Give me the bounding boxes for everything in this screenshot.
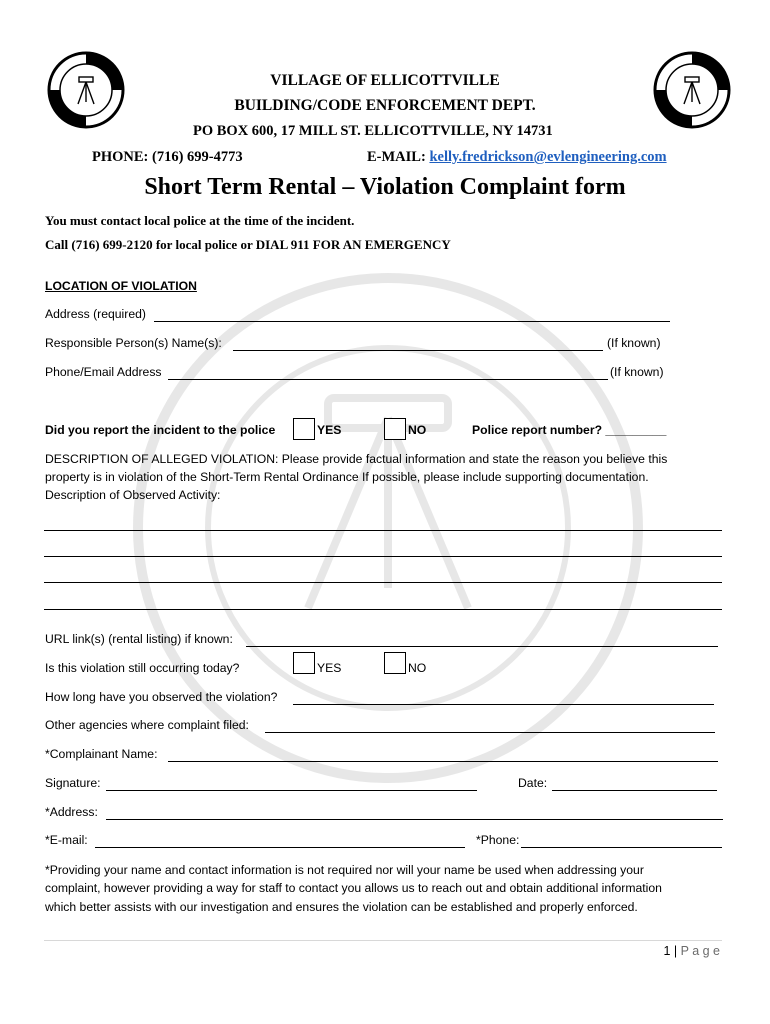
emergency-notice: Call (716) 699-2120 for local police or DIAL 911 FOR AN EMERGENCY bbox=[45, 237, 451, 252]
reported-no-label: NO bbox=[408, 423, 427, 437]
description-field-line3[interactable] bbox=[44, 582, 722, 583]
police-notice: You must contact local police at the time of the incident. bbox=[45, 213, 355, 228]
reported-no-checkbox[interactable] bbox=[384, 418, 406, 440]
reported-yes-label: YES bbox=[317, 423, 342, 437]
header-phone: PHONE: (716) 699-4773 bbox=[92, 149, 243, 165]
page-separator: | bbox=[673, 944, 678, 958]
description-field-line2[interactable] bbox=[44, 556, 722, 557]
complainant-address-label: *Address: bbox=[45, 805, 98, 819]
address-field[interactable] bbox=[154, 307, 670, 322]
still-occurring-yes-checkbox[interactable] bbox=[293, 652, 315, 674]
complainant-name-field[interactable] bbox=[168, 747, 718, 762]
phone-email-field[interactable] bbox=[168, 365, 608, 380]
complainant-name-label: *Complainant Name: bbox=[45, 747, 158, 761]
still-occurring-label: Is this violation still occurring today? bbox=[45, 661, 240, 675]
address-label: Address (required) bbox=[45, 307, 146, 321]
disclaimer-line3: which better assists with our investigation and ensures the violation can be established and properly enforced. bbox=[45, 900, 638, 914]
complainant-phone-label: *Phone: bbox=[476, 833, 520, 847]
url-label: URL link(s) (rental listing) if known: bbox=[45, 632, 233, 646]
header-title-line2: BUILDING/CODE ENFORCEMENT DEPT. bbox=[234, 97, 536, 114]
other-agencies-label: Other agencies where complaint filed: bbox=[45, 718, 249, 732]
signature-field[interactable] bbox=[106, 776, 477, 791]
complainant-address-field[interactable] bbox=[106, 805, 723, 820]
responsible-label: Responsible Person(s) Name(s): bbox=[45, 336, 222, 350]
header-email-link[interactable]: kelly.fredrickson@evlengineering.com bbox=[429, 149, 667, 165]
still-occurring-yes-label: YES bbox=[317, 661, 342, 675]
complainant-email-label: *E-mail: bbox=[45, 833, 88, 847]
header-title-line1: VILLAGE OF ELLICOTTVILLE bbox=[270, 72, 500, 89]
responsible-if-known: (If known) bbox=[607, 336, 661, 350]
description-label: Description of Observed Activity: bbox=[45, 488, 221, 502]
phone-email-label: Phone/Email Address bbox=[45, 365, 162, 379]
how-long-label: How long have you observed the violation? bbox=[45, 690, 278, 704]
responsible-field[interactable] bbox=[233, 336, 603, 351]
disclaimer-line2: complaint, however providing a way for staff to contact you allows us to reach out and obtain additional information bbox=[45, 881, 662, 895]
signature-label: Signature: bbox=[45, 776, 101, 790]
form-title: Short Term Rental – Violation Complaint form bbox=[144, 174, 626, 200]
still-occurring-no-label: NO bbox=[408, 661, 427, 675]
page-footer bbox=[663, 944, 720, 958]
description-field-line4[interactable] bbox=[44, 609, 722, 610]
other-agencies-field[interactable] bbox=[265, 718, 715, 733]
description-instructions-line2: property is in violation of the Short-Term Rental Ordinance If possible, please include supporting documentation. bbox=[45, 470, 649, 484]
footer-divider bbox=[44, 940, 722, 941]
village-seal-right-icon bbox=[652, 50, 732, 130]
page-number: 1 bbox=[663, 944, 671, 958]
header-address: PO BOX 600, 17 MILL ST. ELLICOTTVILLE, NY 14731 bbox=[193, 123, 553, 139]
url-field[interactable] bbox=[246, 632, 718, 647]
date-field[interactable] bbox=[552, 776, 717, 791]
page-label: P a g e bbox=[680, 944, 720, 958]
village-seal-left-icon bbox=[46, 50, 126, 130]
location-heading: LOCATION OF VIOLATION bbox=[45, 279, 197, 293]
reported-yes-checkbox[interactable] bbox=[293, 418, 315, 440]
disclaimer-line1: *Providing your name and contact information is not required nor will your name be used when addressing your bbox=[45, 863, 644, 877]
description-instructions-line1: DESCRIPTION OF ALLEGED VIOLATION: Please provide factual information and state the reason you believe this bbox=[45, 452, 668, 466]
reported-police-label: Did you report the incident to the police bbox=[45, 423, 276, 437]
how-long-field[interactable] bbox=[293, 690, 714, 705]
police-report-number-label: Police report number? _________ bbox=[472, 423, 667, 437]
complainant-phone-field[interactable] bbox=[521, 833, 722, 848]
still-occurring-no-checkbox[interactable] bbox=[384, 652, 406, 674]
phone-email-if-known: (If known) bbox=[610, 365, 664, 379]
header-email-label: E-MAIL: bbox=[367, 149, 430, 165]
date-label: Date: bbox=[518, 776, 548, 790]
header-email bbox=[367, 149, 667, 166]
description-field-line1[interactable] bbox=[44, 530, 722, 531]
complainant-email-field[interactable] bbox=[95, 833, 465, 848]
